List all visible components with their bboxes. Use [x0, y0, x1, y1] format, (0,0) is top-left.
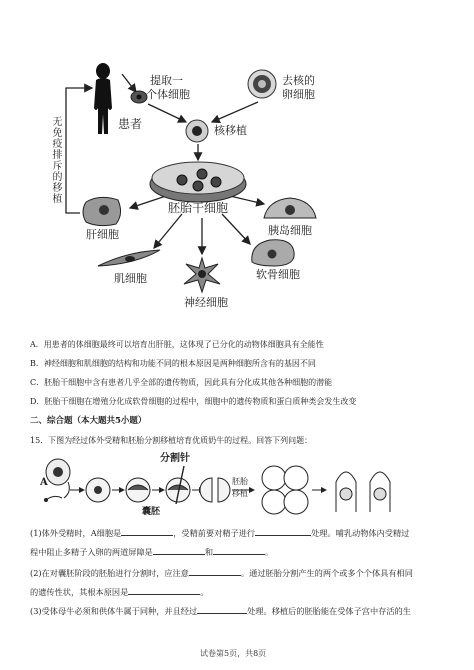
nuclear-transfer-label: 核移植 — [214, 124, 247, 137]
embryo-transfer-label-1: 胚胎 — [232, 477, 248, 486]
neuron-icon — [180, 254, 224, 294]
enucleated-egg-icon — [246, 68, 278, 100]
q1-text-c: 处理。哺乳动物体内受精过 — [311, 528, 410, 538]
splitter-label: 分割针 — [160, 453, 190, 464]
answer-blank-a-cell[interactable] — [121, 526, 173, 536]
q3-text-a: (3)受体母牛必须和供体牛属于同种，并且经过 — [30, 606, 198, 616]
answer-blank-root-cause[interactable] — [128, 585, 200, 595]
q2-text-a: (2)在对囊胚阶段的胚胎进行分割时，应注意 — [30, 568, 189, 578]
enucleated-label-2: 卵细胞 — [282, 88, 315, 101]
petri-dish-icon — [148, 156, 248, 206]
patient-label: 患者 — [118, 117, 143, 131]
transplant-vertical-label: 无免疫排斥的移植 — [50, 116, 61, 204]
cell-a-label: A — [40, 477, 48, 488]
q15-part2-line1 — [30, 566, 413, 579]
page-footer: 试卷第5页，共8页 — [200, 649, 267, 658]
answer-blank-sperm-treatment[interactable] — [255, 526, 311, 536]
q1-text-d: 程中阻止多精子入卵的两道屏障是 — [30, 547, 153, 557]
embryo-splitting-figure — [40, 452, 420, 524]
q1-text-f: 。 — [265, 547, 274, 557]
q15-part3-line1 — [30, 604, 411, 617]
islet-cell-icon — [262, 196, 318, 224]
q15-part1-line1 — [30, 526, 409, 539]
enucleated-label-1: 去核的 — [282, 74, 315, 87]
answer-blank-split-note[interactable] — [189, 566, 241, 576]
q2-text-d: 。 — [200, 587, 209, 597]
answer-blank-recipient-treatment[interactable] — [197, 604, 247, 614]
q2-text-b: 。通过胚胎分割产生的两个或多个个体具有相同 — [240, 568, 413, 578]
q15-stem: 15．下图为经过体外受精和胚胎分割移植培育优质奶牛的过程。回答下列问题： — [30, 436, 313, 445]
embryo-transfer-label-2: 移植 — [232, 489, 248, 498]
option-a: A．用患者的体细胞最终可以培育出肝脏，这体现了已分化的动物体细胞具有全能性 — [30, 340, 324, 349]
q2-text-c: 的遗传性状，其根本原因是 — [30, 587, 129, 597]
q1-text-e: 和 — [204, 547, 214, 557]
answer-blank-barrier-2[interactable] — [213, 545, 265, 555]
answer-blank-barrier-1[interactable] — [153, 545, 205, 555]
muscle-cell-icon — [96, 246, 162, 272]
option-b: B．神经细胞和肌细胞的结构和功能不同的根本原因是两种细胞所含有的基因不同 — [30, 359, 316, 368]
q3-text-b: 处理。移植后的胚胎能在受体子宫中存活的生 — [247, 606, 411, 616]
liver-label: 肝细胞 — [86, 228, 119, 241]
q15-part1-line2 — [30, 545, 273, 558]
section-title: 二、综合题（本大题共5小题） — [30, 416, 147, 426]
muscle-label: 肌细胞 — [114, 272, 147, 285]
q15-part2-line2 — [30, 585, 208, 598]
cartilage-cell-icon — [248, 236, 298, 268]
extract-label-2: 个体细胞 — [146, 88, 190, 101]
extract-label-1: 提取一 — [150, 74, 183, 87]
islet-label: 胰岛细胞 — [268, 224, 312, 237]
option-d: D．胚胎干细胞在增殖分化成软骨细胞的过程中，细胞中的遗传物质和蛋白质种类会发生改变 — [30, 397, 357, 406]
nuclear-transfer-cell-icon — [184, 118, 210, 144]
stem-cell-label: 胚胎干细胞 — [168, 201, 229, 215]
option-c: C．胚胎干细胞中含有患者几乎全部的遗传物质，因此具有分化成其他各种细胞的潜能 — [30, 378, 333, 387]
cartilage-label: 软骨细胞 — [256, 268, 300, 281]
q1-text-b: ，受精前要对精子进行 — [173, 528, 256, 538]
neuron-label: 神经细胞 — [184, 296, 228, 309]
q1-text-a: (1)体外受精时，A细胞是 — [30, 528, 122, 538]
liver-cell-icon — [80, 194, 124, 228]
blastocyst-label: 囊胚 — [142, 507, 161, 517]
